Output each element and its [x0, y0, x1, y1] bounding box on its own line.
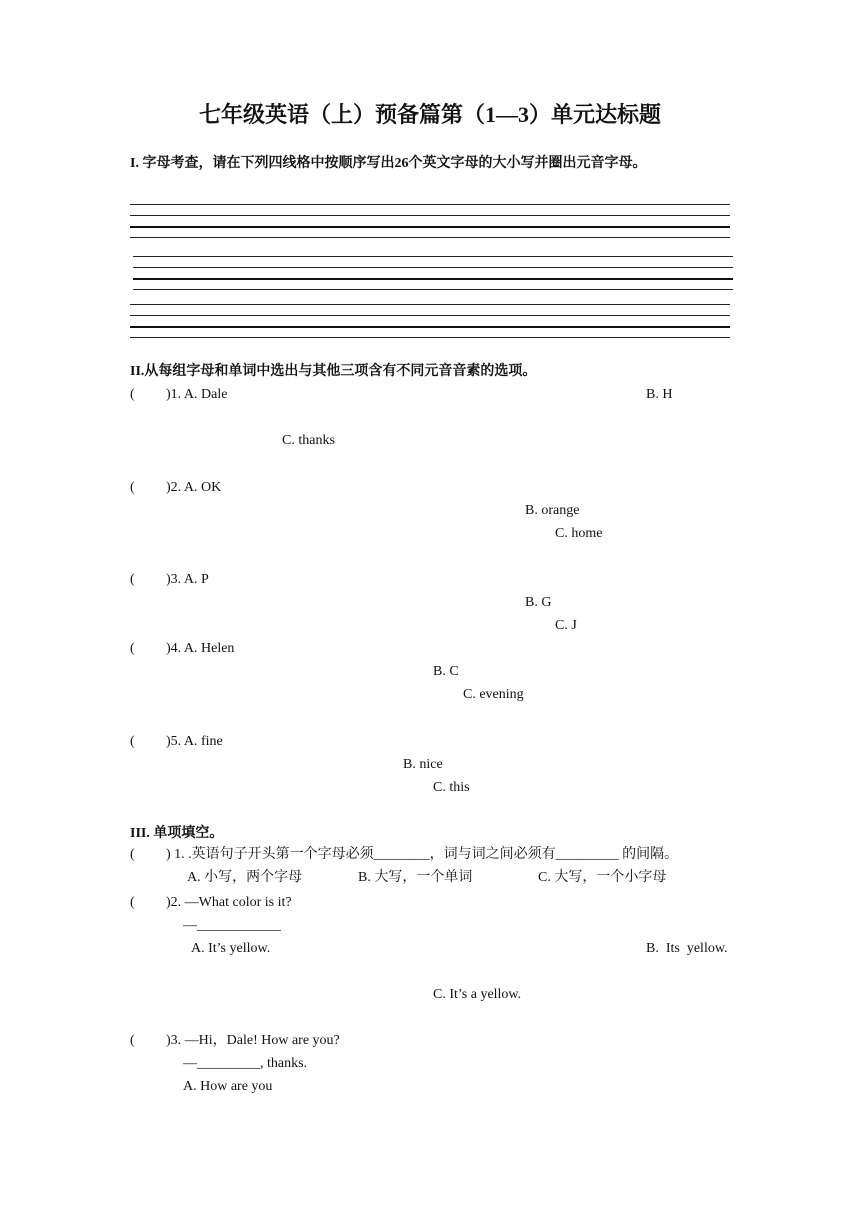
- option-c: C. It’s a yellow.: [433, 987, 522, 1002]
- grid-line: [130, 337, 730, 338]
- option-c: C. 大写，一个小字母: [538, 870, 667, 885]
- option-c: C. J: [555, 618, 577, 633]
- question-stem: )5. A. fine: [166, 734, 223, 749]
- option-c: C. evening: [463, 687, 524, 702]
- question-stem: )1. A. Dale: [166, 387, 228, 402]
- answer-paren[interactable]: (: [130, 641, 135, 656]
- grid-line: [133, 256, 733, 257]
- question-stem: )4. A. Helen: [166, 641, 235, 656]
- grid-baseline: [133, 278, 733, 280]
- section2-heading: II.从每组字母和单词中选出与其他三项含有不同元音音素的选项。: [130, 364, 537, 379]
- question-stem: )3. —Hi，Dale! How are you?: [166, 1033, 340, 1048]
- option-b: B. C: [433, 664, 459, 679]
- option-b: B. orange: [525, 503, 580, 518]
- answer-paren[interactable]: (: [130, 572, 135, 587]
- grid-baseline: [130, 226, 730, 228]
- grid-baseline: [130, 326, 730, 328]
- option-c: C. home: [555, 526, 603, 541]
- option-b: B. 大写，一个单词: [358, 870, 473, 885]
- answer-blank[interactable]: —_________, thanks.: [183, 1056, 308, 1071]
- option-c: C. thanks: [282, 433, 335, 448]
- option-b: B. nice: [403, 757, 443, 772]
- grid-line: [133, 267, 733, 268]
- four-line-grid-2[interactable]: [133, 256, 733, 292]
- question-stem: )2. A. OK: [166, 480, 222, 495]
- question-stem: ) 1. .英语句子开头第一个字母必须________，词与词之间必须有_________ 的间隔。: [166, 847, 679, 862]
- answer-paren[interactable]: (: [130, 1033, 135, 1048]
- four-line-grid-1[interactable]: [130, 204, 730, 240]
- answer-paren[interactable]: (: [130, 734, 135, 749]
- grid-line: [130, 304, 730, 305]
- option-a: A. How are you: [183, 1079, 273, 1094]
- option-b: B. G: [525, 595, 552, 610]
- answer-paren[interactable]: (: [130, 895, 135, 910]
- grid-line: [130, 315, 730, 316]
- grid-line: [130, 204, 730, 205]
- answer-blank[interactable]: —____________: [183, 918, 281, 933]
- option-c: C. this: [433, 780, 470, 795]
- section3-heading: III. 单项填空。: [130, 826, 224, 841]
- option-a: A. 小写，两个字母: [187, 870, 303, 885]
- grid-line: [130, 237, 730, 238]
- question-stem: )2. —What color is it?: [166, 895, 292, 910]
- option-a: A. It’s yellow.: [191, 941, 271, 956]
- answer-paren[interactable]: (: [130, 847, 135, 862]
- option-b: B. H: [646, 387, 673, 402]
- option-b: B. Its yellow.: [646, 941, 728, 956]
- grid-line: [130, 215, 730, 216]
- answer-paren[interactable]: (: [130, 480, 135, 495]
- four-line-grid-3[interactable]: [130, 304, 730, 340]
- section1-heading: I. 字母考查，请在下列四线格中按顺序写出26个英文字母的大小写并圈出元音字母。: [130, 156, 647, 171]
- page-title: 七年级英语（上）预备篇第（1—3）单元达标题: [198, 102, 661, 127]
- answer-paren[interactable]: (: [130, 387, 135, 402]
- grid-line: [133, 289, 733, 290]
- question-stem: )3. A. P: [166, 572, 209, 587]
